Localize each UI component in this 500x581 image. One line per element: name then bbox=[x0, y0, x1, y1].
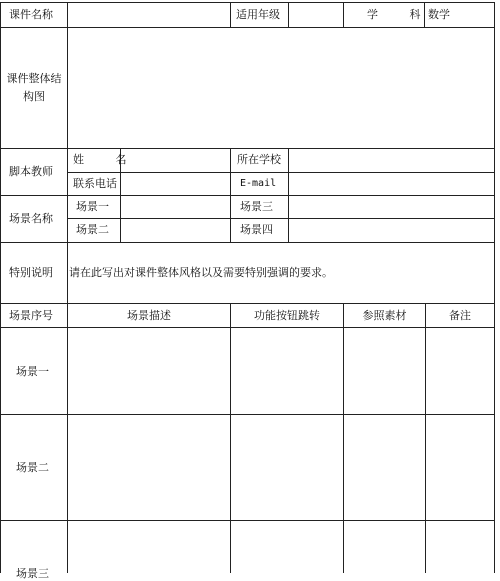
rule bbox=[0, 327, 495, 328]
course-name-field[interactable] bbox=[72, 8, 224, 22]
scene-2-label: 场景二 bbox=[76, 223, 109, 236]
rule bbox=[343, 2, 344, 27]
structure-label: 课件整体结构图 bbox=[6, 72, 62, 103]
rule bbox=[0, 2, 495, 3]
rule bbox=[288, 2, 289, 27]
scene-1-label: 场景一 bbox=[76, 200, 109, 213]
rule bbox=[0, 195, 495, 196]
grade-label: 适用年级 bbox=[236, 8, 280, 21]
school-field[interactable] bbox=[292, 153, 490, 167]
phone-field[interactable] bbox=[124, 177, 226, 191]
row-scene-2-label: 场景二 bbox=[16, 461, 49, 474]
column-scene-number: 场景序号 bbox=[9, 309, 53, 322]
rule bbox=[68, 218, 495, 219]
subject-label: 学 科 bbox=[367, 8, 435, 21]
structure-area[interactable] bbox=[70, 30, 490, 145]
row-scene-1-label: 场景一 bbox=[16, 365, 49, 378]
rule bbox=[0, 148, 495, 149]
column-reference-material: 参照素材 bbox=[362, 309, 407, 322]
column-button-navigation: 功能按钮跳转 bbox=[254, 309, 320, 322]
rule bbox=[67, 2, 68, 573]
scene-4-label: 场景四 bbox=[240, 223, 273, 236]
teacher-label: 脚本教师 bbox=[9, 165, 53, 178]
rule bbox=[68, 172, 495, 173]
subject-value: 数学 bbox=[428, 8, 450, 21]
notes-text[interactable]: 请在此写出对课件整体风格以及需要特别强调的要求。 bbox=[69, 266, 333, 279]
rule bbox=[0, 2, 1, 573]
scene-3-label: 场景三 bbox=[240, 200, 273, 213]
email-field[interactable] bbox=[292, 177, 490, 191]
scene-3-field[interactable] bbox=[292, 200, 490, 214]
rule bbox=[0, 520, 495, 521]
rule bbox=[230, 148, 231, 242]
rule bbox=[343, 303, 344, 573]
rule bbox=[0, 27, 495, 28]
course-name-label: 课件名称 bbox=[9, 8, 53, 21]
rule bbox=[230, 2, 231, 27]
rule bbox=[494, 2, 495, 573]
column-scene-description: 场景描述 bbox=[127, 309, 171, 322]
notes-label: 特别说明 bbox=[9, 266, 53, 279]
name-label: 姓 名 bbox=[73, 153, 141, 166]
column-remarks: 备注 bbox=[449, 309, 471, 322]
rule bbox=[0, 414, 495, 415]
scene-4-field[interactable] bbox=[292, 223, 490, 237]
rule bbox=[230, 303, 231, 573]
phone-label: 联系电话 bbox=[73, 177, 117, 190]
row-scene-3-label: 场景三 bbox=[16, 567, 49, 580]
rule bbox=[0, 242, 495, 243]
scene-names-label: 场景名称 bbox=[9, 212, 53, 225]
rule bbox=[288, 148, 289, 242]
rule bbox=[425, 303, 426, 573]
email-label: E-mail bbox=[240, 178, 277, 189]
rule bbox=[0, 303, 495, 304]
scene-1-field[interactable] bbox=[124, 200, 226, 214]
name-field[interactable] bbox=[124, 153, 226, 167]
grade-field[interactable] bbox=[292, 8, 340, 22]
scene-2-field[interactable] bbox=[124, 223, 226, 237]
school-label: 所在学校 bbox=[237, 153, 281, 166]
